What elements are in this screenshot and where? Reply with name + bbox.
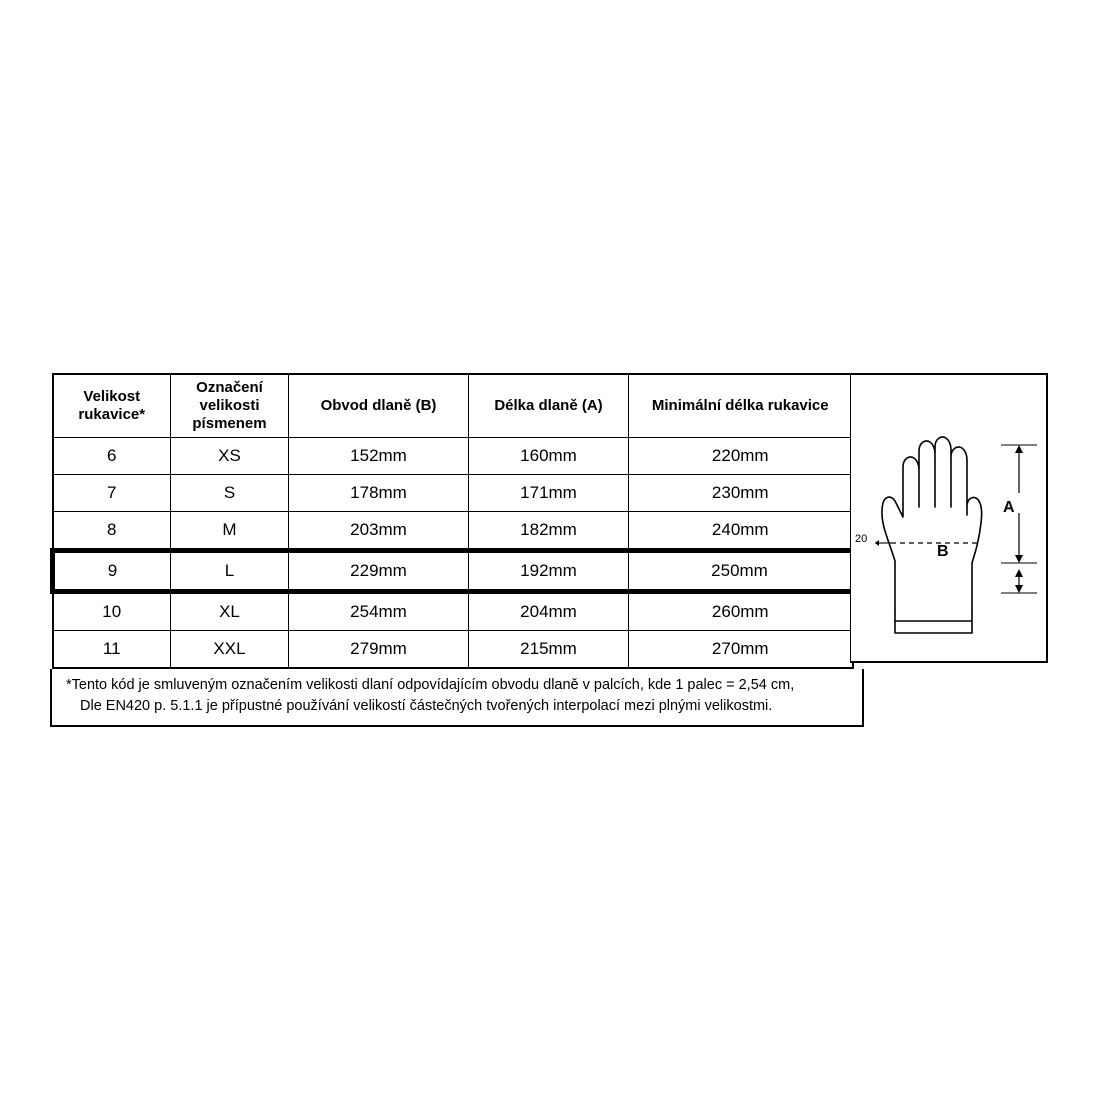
column-header-palm-length: Délka dlaně (A): [469, 374, 629, 438]
column-header-letter-line2: velikosti: [199, 396, 260, 414]
cell-letter: M: [171, 512, 289, 551]
cell-palm-length: 192mm: [469, 551, 629, 592]
cell-size: 6: [53, 438, 171, 475]
cell-letter: L: [171, 551, 289, 592]
diagram-label-b: B: [937, 543, 949, 560]
hand-diagram-icon: [851, 375, 1045, 661]
cell-palm-length: 160mm: [469, 438, 629, 475]
size-table: [50, 373, 855, 669]
footnote-line-1: *Tento kód je smluveným označením velikosti dlaní odpovídajícím obvodu dlaně v palcích, kde 1 palec = 2,54 cm,: [66, 677, 795, 693]
table-header: [53, 374, 853, 438]
column-header-size: [53, 374, 171, 438]
table-body: [53, 438, 853, 669]
column-header-min-glove-length: Minimální délka rukavice: [629, 374, 853, 438]
cell-letter: S: [171, 475, 289, 512]
glove-size-chart: [50, 373, 1050, 713]
cell-palm-circumference: 203mm: [289, 512, 469, 551]
table-row: [53, 512, 853, 551]
footnote-box: [50, 669, 864, 727]
cell-min-glove-length: 230mm: [629, 475, 853, 512]
cell-size: 10: [53, 592, 171, 631]
cell-palm-circumference: 178mm: [289, 475, 469, 512]
cell-min-glove-length: 250mm: [629, 551, 853, 592]
table-row: [53, 438, 853, 475]
column-header-size-line2: rukavice*: [78, 406, 146, 423]
cell-size: 8: [53, 512, 171, 551]
cell-palm-circumference: 279mm: [289, 631, 469, 669]
cell-size: 11: [53, 631, 171, 669]
hand-diagram-panel: [850, 373, 1048, 663]
cell-min-glove-length: 260mm: [629, 592, 853, 631]
diagram-label-20: 20: [855, 533, 868, 545]
cell-palm-length: 215mm: [469, 631, 629, 669]
cell-palm-circumference: 229mm: [289, 551, 469, 592]
column-header-letter: [171, 374, 289, 438]
column-header-letter-line3: písmenem: [192, 415, 267, 433]
cell-palm-length: 204mm: [469, 592, 629, 631]
cell-palm-circumference: 152mm: [289, 438, 469, 475]
cell-letter: XS: [171, 438, 289, 475]
column-header-palm-circumference: Obvod dlaně (B): [289, 374, 469, 438]
cell-size: 9: [53, 551, 171, 592]
cell-palm-length: 182mm: [469, 512, 629, 551]
cell-size: 7: [53, 475, 171, 512]
cell-letter: XXL: [171, 631, 289, 669]
cell-min-glove-length: 240mm: [629, 512, 853, 551]
table-row: [53, 631, 853, 669]
diagram-label-a: A: [1003, 499, 1015, 516]
column-header-size-line1: Velikost: [83, 387, 141, 405]
cell-min-glove-length: 220mm: [629, 438, 853, 475]
cell-palm-length: 171mm: [469, 475, 629, 512]
table-row-highlighted: [53, 551, 853, 592]
table-row: [53, 592, 853, 631]
table-header-row: [53, 374, 853, 438]
cell-letter: XL: [171, 592, 289, 631]
footnote-line-2: Dle EN420 p. 5.1.1 je přípustné používání velikostí částečných tvořených interpolací mezi plnými velikostmi.: [80, 698, 773, 715]
column-header-letter-line1: Označení: [196, 378, 263, 396]
cell-palm-circumference: 254mm: [289, 592, 469, 631]
table-row: [53, 475, 853, 512]
cell-min-glove-length: 270mm: [629, 631, 853, 669]
